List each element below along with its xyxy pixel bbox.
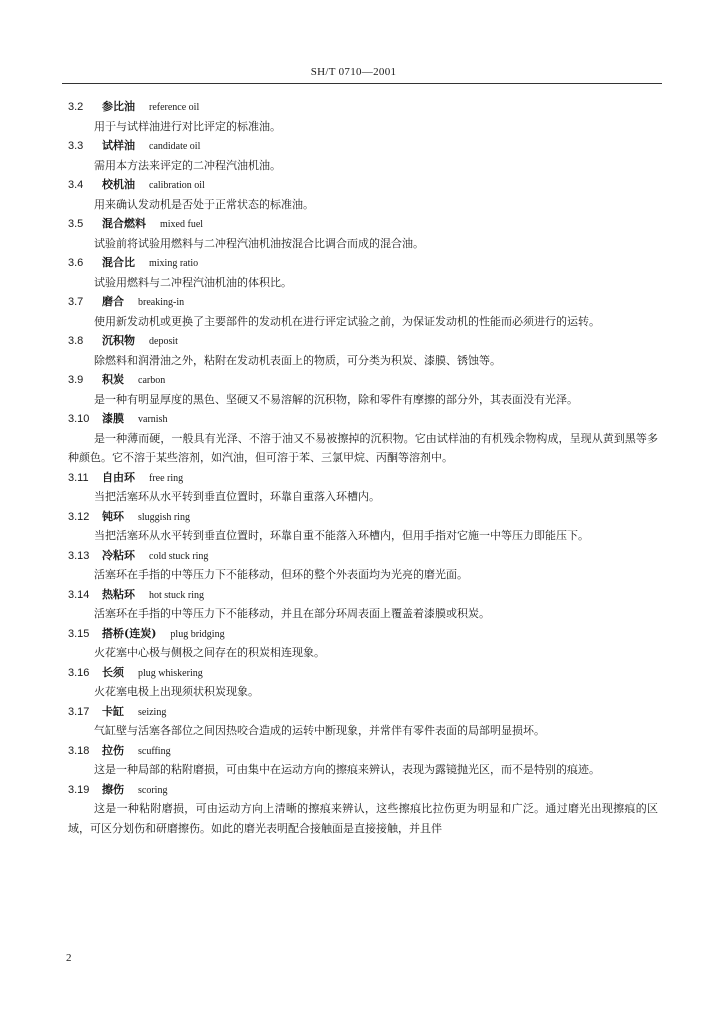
term-chinese: 拉伤 xyxy=(102,743,124,757)
definition-entry xyxy=(68,507,658,546)
term-english: free ring xyxy=(149,472,184,484)
definition-entry xyxy=(68,97,658,136)
term-english: scoring xyxy=(138,784,168,796)
term-line xyxy=(68,546,658,566)
term-english: calibration oil xyxy=(149,180,205,191)
term-line xyxy=(68,136,658,156)
term-definition: 用来确认发动机是否处于正常状态的标准油。 xyxy=(94,197,314,211)
term-definition: 除燃料和润滑油之外，粘附在发动机表面上的物质，可分类为积炭、漆膜、锈蚀等。 xyxy=(94,353,501,367)
clause-number: 3.9 xyxy=(68,374,84,386)
page-number: 2 xyxy=(66,952,72,964)
term-line xyxy=(68,97,658,117)
term-line xyxy=(68,370,658,390)
term-definition: 这是一种局部的粘附磨损，可由集中在运动方向的擦痕来辨认，表现为露镜抛光区，而不是特别的痕迹。 xyxy=(94,763,600,776)
definition-entry xyxy=(68,214,658,253)
term-line xyxy=(68,468,658,488)
definition-entry xyxy=(68,292,658,331)
term-english: scuffing xyxy=(138,745,171,757)
clause-number: 3.11 xyxy=(68,471,89,484)
term-line xyxy=(68,214,658,234)
term-english: mixing ratio xyxy=(149,258,199,269)
clause-number: 3.8 xyxy=(68,335,84,347)
definition-entry xyxy=(68,468,658,507)
term-chinese: 磨合 xyxy=(102,295,124,308)
term-chinese: 冷粘环 xyxy=(102,548,135,562)
term-chinese: 卡缸 xyxy=(102,704,124,718)
term-chinese: 参比油 xyxy=(102,100,135,113)
definition-entry xyxy=(68,780,658,839)
definition-entry xyxy=(68,741,658,780)
term-english: seizing xyxy=(138,706,167,718)
definitions-list xyxy=(68,97,658,838)
definition-entry xyxy=(68,409,658,468)
term-definition: 是一种薄而硬，一般具有光泽、不溶于油又不易被擦掉的沉积物。它由试样油的有机残余物构成，呈现从黄到黑等多种颜色。它不溶于某些溶剂，如汽油，但可溶于苯、三氯甲烷、丙酮等溶剂中。 xyxy=(68,431,658,464)
term-english: breaking-in xyxy=(138,297,185,308)
definition-entry xyxy=(68,175,658,214)
definition-entry xyxy=(68,136,658,175)
term-line xyxy=(68,292,658,312)
definition-entry xyxy=(68,702,658,741)
term-definition: 火花塞电极上出现须状积炭现象。 xyxy=(94,685,259,698)
term-chinese: 搭桥(连炭) xyxy=(102,626,157,640)
definition-entry xyxy=(68,624,658,663)
term-chinese: 校机油 xyxy=(102,178,135,191)
page-header: SH/T 0710—2001 xyxy=(310,66,397,78)
term-line xyxy=(68,331,658,351)
term-definition: 活塞环在手指的中等压力下不能移动，并且在部分环周表面上覆盖着漆膜或积炭。 xyxy=(94,607,490,620)
term-english: reference oil xyxy=(149,102,200,113)
term-line xyxy=(68,409,658,429)
definition-entry xyxy=(68,546,658,585)
term-definition: 试验前将试验用燃料与二冲程汽油机油按混合比调合而成的混合油。 xyxy=(94,236,424,250)
term-definition: 这是一种粘附磨损，可由运动方向上清晰的擦痕来辨认，这些擦痕比拉伤更为明显和广泛。通过磨光出现擦痕的区域，可区分划伤和研磨擦伤。如此的磨光表明配合接触面是直接接触，并且伴 xyxy=(68,802,658,835)
header-rule xyxy=(62,83,662,84)
term-english: candidate oil xyxy=(149,141,201,152)
definition-entry xyxy=(68,253,658,292)
term-chinese: 试样油 xyxy=(102,139,135,152)
definition-entry xyxy=(68,331,658,370)
clause-number: 3.18 xyxy=(68,744,90,757)
term-english: deposit xyxy=(149,336,178,347)
definition-entry xyxy=(68,370,658,409)
clause-number: 3.19 xyxy=(68,783,90,796)
term-chinese: 漆膜 xyxy=(102,412,124,425)
term-line xyxy=(68,585,658,605)
clause-number: 3.2 xyxy=(68,101,84,113)
term-definition: 用于与试样油进行对比评定的标准油。 xyxy=(94,119,281,133)
term-line xyxy=(68,663,658,683)
clause-number: 3.7 xyxy=(68,296,84,308)
definition-entry xyxy=(68,585,658,624)
clause-number: 3.15 xyxy=(68,627,90,640)
term-chinese: 积炭 xyxy=(102,373,124,386)
term-english: cold stuck ring xyxy=(149,550,209,562)
term-definition: 使用新发动机或更换了主要部件的发动机在进行评定试验之前，为保证发动机的性能而必须进行的运转。 xyxy=(94,314,600,328)
term-chinese: 沉积物 xyxy=(102,334,135,347)
clause-number: 3.14 xyxy=(68,588,90,601)
term-line xyxy=(68,702,658,722)
term-chinese: 擦伤 xyxy=(102,782,124,796)
clause-number: 3.13 xyxy=(68,549,90,562)
term-english: sluggish ring xyxy=(138,511,190,523)
clause-number: 3.16 xyxy=(68,666,90,679)
clause-number: 3.17 xyxy=(68,705,90,718)
term-line xyxy=(68,780,658,800)
clause-number: 3.3 xyxy=(68,140,84,152)
term-definition: 当把活塞环从水平转到垂直位置时，环靠自重不能落入环槽内，但用手指对它施一中等压力即能压下。 xyxy=(94,529,589,542)
clause-number: 3.12 xyxy=(68,510,90,523)
term-chinese: 钝环 xyxy=(102,509,124,523)
term-definition: 火花塞中心极与侧极之间存在的积炭相连现象。 xyxy=(94,646,325,659)
clause-number: 3.6 xyxy=(68,257,84,269)
clause-number: 3.10 xyxy=(68,413,90,425)
term-definition: 试验用燃料与二冲程汽油机油的体积比。 xyxy=(94,275,292,289)
term-chinese: 热粘环 xyxy=(102,587,135,601)
term-line xyxy=(68,175,658,195)
term-chinese: 长须 xyxy=(102,665,124,679)
term-english: hot stuck ring xyxy=(149,589,204,601)
term-definition: 活塞环在手指的中等压力下不能移动，但环的整个外表面均为光亮的磨光面。 xyxy=(94,568,468,581)
clause-number: 3.4 xyxy=(68,179,84,191)
term-line xyxy=(68,624,658,644)
term-definition: 气缸壁与活塞各部位之间因热咬合造成的运转中断现象，并常伴有零件表面的局部明显损坏。 xyxy=(94,724,545,737)
term-definition: 需用本方法来评定的二冲程汽油机油。 xyxy=(94,158,281,172)
term-english: mixed fuel xyxy=(160,219,204,230)
term-chinese: 自由环 xyxy=(102,470,135,484)
term-english: carbon xyxy=(138,375,166,386)
term-english: plug whiskering xyxy=(138,667,203,679)
term-line xyxy=(68,253,658,273)
definition-entry xyxy=(68,663,658,702)
term-chinese: 混合燃料 xyxy=(102,217,146,230)
term-chinese: 混合比 xyxy=(102,256,135,269)
term-english: varnish xyxy=(138,414,168,425)
term-line xyxy=(68,741,658,761)
clause-number: 3.5 xyxy=(68,218,84,230)
term-definition: 是一种有明显厚度的黑色、坚硬又不易溶解的沉积物，除和零件有摩擦的部分外，其表面没有光泽。 xyxy=(94,392,578,406)
term-english: plug bridging xyxy=(170,628,225,640)
term-line xyxy=(68,507,658,527)
term-definition: 当把活塞环从水平转到垂直位置时，环靠自重落入环槽内。 xyxy=(94,490,380,503)
